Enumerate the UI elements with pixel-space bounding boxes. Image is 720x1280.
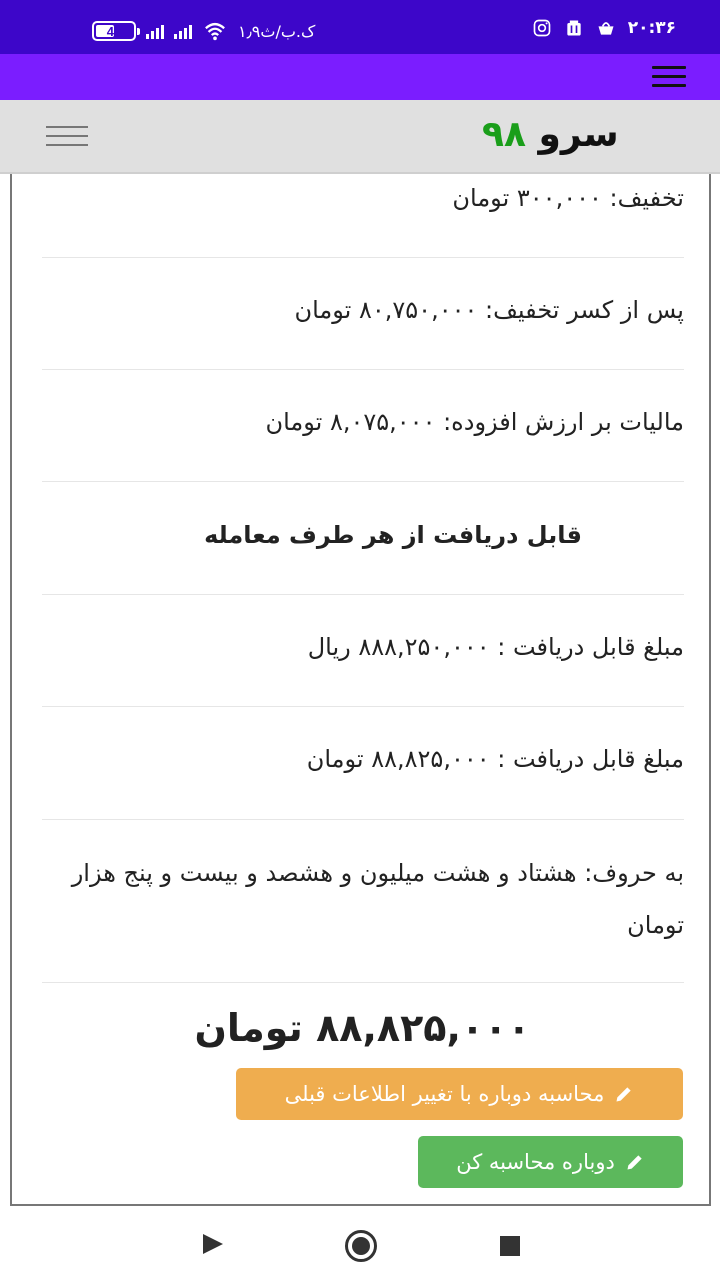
network-speed: ۱٫۹ک.ب/ث <box>238 21 316 41</box>
basket-icon <box>596 18 616 38</box>
instagram-icon <box>532 18 552 38</box>
divider <box>42 819 684 820</box>
logo-name: سرو <box>538 114 619 155</box>
logo-number: ۹۸ <box>482 114 526 155</box>
header-menu-icon[interactable] <box>46 126 88 150</box>
divider <box>42 982 684 983</box>
recalculate-with-changes-label: محاسبه دوباره با تغییر اطلاعات قبلی <box>284 1082 605 1106</box>
signal-icon <box>146 23 164 39</box>
amount-toman-row: مبلغ قابل دریافت : ۸۸,۸۲۵,۰۰۰ تومان <box>306 745 684 773</box>
vat-row: مالیات بر ارزش افزوده: ۸,۰۷۵,۰۰۰ تومان <box>265 408 684 436</box>
wifi-icon <box>202 20 228 42</box>
home-icon[interactable] <box>345 1230 377 1262</box>
android-nav-bar <box>0 1206 720 1280</box>
status-bar <box>0 0 720 54</box>
recalculate-label: دوباره محاسبه کن <box>456 1150 615 1174</box>
amount-rial-row: مبلغ قابل دریافت : ۸۸۸,۲۵۰,۰۰۰ ریال <box>307 633 684 661</box>
divider <box>42 706 684 707</box>
hamburger-menu-icon[interactable] <box>652 66 686 88</box>
receivable-heading: قابل دریافت از هر طرف معامله <box>204 521 582 549</box>
clock: ۲۰:۳۶ <box>627 18 676 38</box>
result-card <box>10 174 711 1206</box>
top-nav-bar <box>0 54 720 100</box>
total-amount: ۸۸,۸۲۵,۰۰۰ تومان <box>194 1006 531 1050</box>
recalculate-with-changes-button[interactable] <box>236 1068 683 1120</box>
amount-in-words-row: به حروف: هشتاد و هشت میلیون و هشصد و بیست و پنج هزار تومان <box>71 859 684 939</box>
status-right <box>532 18 676 38</box>
site-header <box>0 100 720 174</box>
status-left <box>92 20 315 42</box>
pencil-icon <box>614 1084 634 1104</box>
site-logo[interactable] <box>482 114 619 155</box>
pencil-icon <box>625 1152 645 1172</box>
divider <box>42 481 684 482</box>
discount-row: تخفیف: ۳۰۰,۰۰۰ تومان <box>452 184 684 212</box>
signal-icon-2 <box>174 23 192 39</box>
divider <box>42 369 684 370</box>
app-icon <box>564 18 584 38</box>
divider <box>42 594 684 595</box>
battery-icon <box>92 21 136 41</box>
back-icon[interactable] <box>203 1234 223 1254</box>
recent-apps-icon[interactable] <box>500 1236 520 1256</box>
divider <box>42 257 684 258</box>
recalculate-button[interactable] <box>418 1136 683 1188</box>
after-discount-row: پس از کسر تخفیف: ۸۰,۷۵۰,۰۰۰ تومان <box>294 296 684 324</box>
battery-level: 49 <box>106 23 122 39</box>
